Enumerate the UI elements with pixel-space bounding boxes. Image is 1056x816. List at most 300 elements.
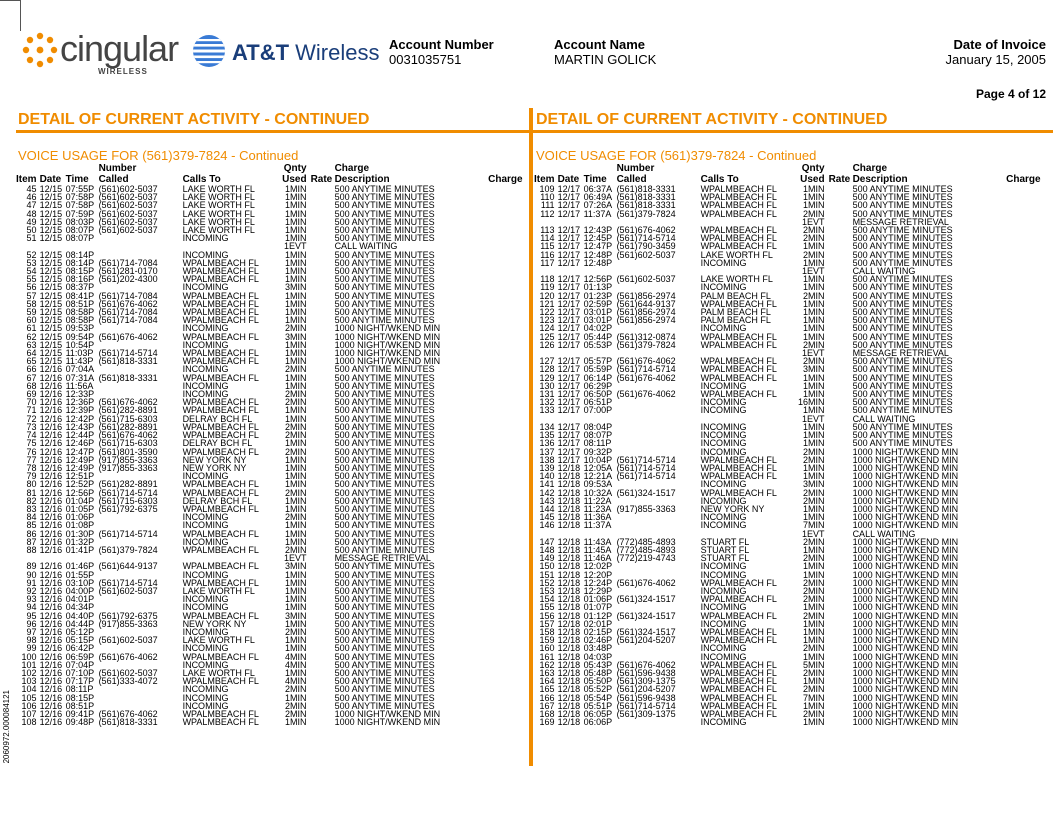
call-date: 12/16 <box>39 659 63 670</box>
charge <box>455 390 523 398</box>
charge <box>455 579 523 587</box>
description: 500 ANYTIME MINUTES <box>334 184 435 194</box>
qty-used: 1MIN <box>803 307 825 318</box>
description: 500 ANYTIME MINUTES <box>852 339 953 350</box>
account-name: MARTIN GOLICK <box>554 52 657 67</box>
charge <box>973 603 1041 611</box>
rate <box>311 374 335 382</box>
calls-to: WPALMBEACH FL <box>700 200 777 211</box>
item-number: 57 <box>26 290 37 301</box>
item-number: 88 <box>26 544 37 555</box>
description: 500 ANYTIME MINUTES <box>852 282 953 293</box>
call-date: 12/16 <box>39 544 63 555</box>
call-date: 12/16 <box>39 438 63 449</box>
charge <box>973 480 1041 488</box>
description: 500 ANYTIME MINUTES <box>334 594 435 605</box>
call-date: 12/17 <box>557 184 581 194</box>
call-time: 11:43A <box>583 536 612 547</box>
qty-used: 1MIN <box>285 717 307 728</box>
qty-used: 2MIN <box>803 585 825 596</box>
calls-to: WPALMBEACH FL <box>700 454 777 465</box>
rate <box>311 324 335 332</box>
charge <box>973 497 1041 505</box>
item-number: 158 <box>539 626 555 637</box>
call-time: 06:37A <box>583 184 613 194</box>
call-time: 02:01P <box>583 618 613 629</box>
qty-used: 2MIN <box>803 356 825 367</box>
item-number: 126 <box>539 339 555 350</box>
rate <box>311 448 335 456</box>
qty-used: 2MIN <box>285 544 307 555</box>
qty-used: 2MIN <box>803 610 825 621</box>
charge <box>455 489 523 497</box>
charge <box>455 497 523 505</box>
calls-to: NEW YORK NY <box>700 503 765 514</box>
rate <box>829 341 853 349</box>
call-time: 04:00P <box>65 585 95 596</box>
rate <box>311 628 335 636</box>
description: 500 ANYTIME MINUTES <box>334 577 435 588</box>
call-time: 01:12P <box>583 610 613 621</box>
calls-to: INCOMING <box>700 585 747 596</box>
charge <box>973 283 1041 291</box>
description: 500 ANYTIME MINUTES <box>334 635 435 646</box>
call-date: 12/18 <box>557 577 581 588</box>
charge <box>455 316 523 324</box>
description: 500 ANYTIME MINUTES <box>852 421 953 432</box>
call-time: 03:01P <box>583 307 613 318</box>
call-time: 07:04A <box>65 364 95 375</box>
item-number: 80 <box>26 479 37 490</box>
description: 500 ANYTIME MINUTES <box>334 446 435 457</box>
item-number: 66 <box>26 364 37 375</box>
call-date: 12/18 <box>557 462 581 473</box>
calls-to: WPALMBEACH FL <box>182 397 259 408</box>
item-number: 163 <box>539 667 555 678</box>
call-date: 12/17 <box>557 380 581 391</box>
description: 500 ANYTIME MINUTES <box>852 438 953 449</box>
description: 500 ANYTIME MINUTES <box>334 643 435 654</box>
item-number: 90 <box>26 569 37 580</box>
called-number: (917)855-3363 <box>98 618 158 629</box>
rate <box>829 242 853 250</box>
charge <box>455 587 523 595</box>
call-time: 11:46A <box>583 553 612 564</box>
call-date: 12/16 <box>39 495 63 506</box>
rate <box>311 521 335 529</box>
description: 500 ANYTIME MINUTES <box>334 700 435 711</box>
qty-used: 1EVT <box>284 241 307 252</box>
qty-used: 1MIN <box>285 503 307 514</box>
called-number <box>617 398 701 406</box>
call-time: 12:49P <box>65 454 95 465</box>
call-date: 12/16 <box>39 503 63 514</box>
call-date: 12/18 <box>557 569 581 580</box>
item-number: 154 <box>539 594 555 605</box>
called-number <box>99 694 183 702</box>
calls-to: INCOMING <box>700 618 747 629</box>
item-number: 142 <box>539 487 555 498</box>
description: 500 ANYTIME MINUTES <box>334 528 435 539</box>
calls-to: INCOMING <box>700 257 747 268</box>
description: 500 ANYTIME MINUTES <box>334 413 435 424</box>
description: CALL WAITING <box>852 528 916 539</box>
charge <box>455 521 523 529</box>
description: 500 ANYTIME MINUTES <box>852 257 953 268</box>
charge <box>455 333 523 341</box>
qty-used: 1MIN <box>803 282 825 293</box>
call-date: 12/16 <box>39 700 63 711</box>
call-time: 08:11P <box>583 438 612 449</box>
rate <box>829 505 853 513</box>
qty-used: 2MIN <box>285 487 307 498</box>
call-time: 05:43P <box>583 659 613 670</box>
call-time: 04:44P <box>65 618 95 629</box>
call-date: 12/17 <box>557 454 581 465</box>
called-number: (561)324-1517 <box>616 610 676 621</box>
description: 1000 NIGHT/WKEND MIN <box>852 503 959 514</box>
call-date: 12/17 <box>557 225 581 236</box>
call-time: 01:06P <box>583 594 613 605</box>
call-time: 05:44P <box>583 331 613 342</box>
charge <box>973 554 1041 562</box>
charge <box>973 718 1041 726</box>
calls-to: INCOMING <box>182 380 229 391</box>
cingular-wordmark: cingular <box>60 28 179 69</box>
item-number: 53 <box>26 257 37 268</box>
call-time: 02:15P <box>583 626 613 637</box>
col-qnty: Qnty <box>283 163 307 174</box>
item-number: 122 <box>539 307 555 318</box>
call-date: 12/18 <box>557 602 581 613</box>
rate <box>829 472 853 480</box>
calls-to: WPALMBEACH FL <box>700 635 777 646</box>
call-date: 12/18 <box>557 651 581 662</box>
item-number: 128 <box>539 364 555 375</box>
call-time: 08:37P <box>65 282 95 293</box>
charge <box>973 612 1041 620</box>
call-time: 12:36P <box>65 397 95 408</box>
rate <box>311 456 335 464</box>
qty-used: 1MIN <box>285 594 307 605</box>
item-number: 139 <box>539 462 555 473</box>
rate <box>311 308 335 316</box>
calls-to: INCOMING <box>182 684 229 695</box>
rate <box>829 267 853 275</box>
called-number: (561)676-4062 <box>616 356 676 367</box>
rate <box>829 316 853 324</box>
rate <box>829 193 853 201</box>
charge <box>455 218 523 226</box>
called-number <box>617 644 701 652</box>
item-number: 63 <box>26 339 37 350</box>
qty-used: 1MIN <box>285 216 307 227</box>
item-number: 94 <box>26 602 37 613</box>
rate <box>829 201 853 209</box>
call-date: 12/18 <box>557 471 581 482</box>
qty-used: 1MIN <box>285 208 307 219</box>
rate <box>829 464 853 472</box>
qty-used: 7MIN <box>803 520 825 531</box>
rate <box>829 218 853 226</box>
item-number: 92 <box>26 585 37 596</box>
left-column <box>16 111 535 726</box>
invoice-date-block <box>946 37 1046 67</box>
charge <box>455 201 523 209</box>
calls-to: INCOMING <box>182 520 229 531</box>
qty-used: 1MIN <box>803 512 825 523</box>
call-time: 12:05A <box>583 462 613 473</box>
called-number: (561)676-4062 <box>616 389 676 400</box>
called-number: (561)644-9137 <box>98 561 158 572</box>
call-date: 12/16 <box>39 405 63 416</box>
call-date: 12/18 <box>557 561 581 572</box>
description: 1000 NIGHT/WKEND MIN <box>852 585 959 596</box>
calls-to: LAKE WORTH FL <box>700 274 773 285</box>
qty-used: 2MIN <box>803 709 825 719</box>
call-time: 11:37A <box>583 208 612 219</box>
qty-used: 3MIN <box>803 364 825 375</box>
call-date: 12/17 <box>557 257 581 268</box>
call-date: 12/17 <box>557 290 581 301</box>
qty-used: 2MIN <box>803 667 825 678</box>
col-charge-top: Charge <box>334 163 370 174</box>
called-number: (561)309-1375 <box>616 709 676 719</box>
call-time: 01:08P <box>65 520 95 531</box>
call-time: 09:54P <box>65 331 95 342</box>
call-time: 08:14P <box>65 249 95 260</box>
called-number: (561)715-6303 <box>98 495 158 506</box>
rate <box>311 612 335 620</box>
call-date: 12/16 <box>39 594 63 605</box>
calls-to: INCOMING <box>182 700 229 711</box>
description: 1000 NIGHT/WKEND MIN <box>852 717 959 728</box>
called-number <box>617 406 701 414</box>
charge <box>455 292 523 300</box>
sub-title: VOICE USAGE FOR (561)379-7824 - Continued <box>18 148 299 163</box>
description: 500 ANYTIME MINUTES <box>334 561 435 572</box>
rate <box>311 423 335 431</box>
charge <box>973 251 1041 259</box>
call-date: 12/17 <box>557 208 581 219</box>
item-number: 162 <box>539 659 555 670</box>
called-number: (917)855-3363 <box>98 454 158 465</box>
called-number: (561)818-3331 <box>98 717 158 728</box>
rate <box>829 628 853 636</box>
call-date: 12/17 <box>557 364 581 375</box>
description: 500 ANYTIME MINUTES <box>334 618 435 629</box>
called-number: (561)714-7084 <box>98 315 158 326</box>
rate <box>829 448 853 456</box>
call-time: 07:26A <box>583 200 613 211</box>
call-time: 08:07P <box>65 233 95 244</box>
charge <box>455 324 523 332</box>
qty-used: 2MIN <box>285 446 307 457</box>
qty-used: 1MIN <box>285 372 307 383</box>
rate <box>829 398 853 406</box>
description: 500 ANYTIME MINUTES <box>334 216 435 227</box>
item-number: 67 <box>26 372 37 383</box>
called-number: (561)282-8891 <box>98 421 158 432</box>
item-number: 107 <box>21 709 37 719</box>
charge <box>455 374 523 382</box>
description: 500 ANYTIME MINUTES <box>852 364 953 375</box>
calls-to: PALM BEACH FL <box>700 290 771 301</box>
call-time: 04:02P <box>583 323 613 334</box>
description: MESSAGE RETRIEVAL <box>852 348 949 359</box>
charge <box>973 579 1041 587</box>
charge <box>455 513 523 521</box>
description: 500 ANYTIME MINUTES <box>334 471 435 482</box>
right-column <box>534 111 1053 726</box>
item-number: 165 <box>539 684 555 695</box>
item-number: 93 <box>26 594 37 605</box>
call-date: 12/18 <box>557 667 581 678</box>
qty-used: 2MIN <box>803 233 825 244</box>
rate <box>829 374 853 382</box>
charge <box>973 259 1041 267</box>
calls-to: WPALMBEACH FL <box>182 528 259 539</box>
rate <box>829 357 853 365</box>
call-time: 07:59P <box>65 208 95 219</box>
calls-to: INCOMING <box>182 692 229 703</box>
qty-used: 1MIN <box>285 192 307 203</box>
called-number: (561)281-0170 <box>98 266 158 277</box>
description: 500 ANYTIME MINUTES <box>334 430 435 441</box>
description: 500 ANYTIME MINUTES <box>852 233 953 244</box>
calls-to: INCOMING <box>700 397 747 408</box>
table-row <box>16 234 523 242</box>
qty-used: 4MIN <box>285 651 307 662</box>
call-time: 04:34P <box>65 602 95 613</box>
item-number: 47 <box>26 200 37 211</box>
qty-used: 2MIN <box>285 389 307 400</box>
qty-used: 1MIN <box>803 192 825 203</box>
called-number: (561)714-5714 <box>616 462 676 473</box>
description: 500 ANYTIME MINUTES <box>334 421 435 432</box>
called-number: (561)333-4072 <box>98 676 158 687</box>
calls-to: WPALMBEACH FL <box>182 610 259 621</box>
col-description: Description <box>852 174 908 185</box>
call-time: 08:03P <box>65 216 95 227</box>
call-date: 12/18 <box>557 618 581 629</box>
qty-used: 1MIN <box>285 528 307 539</box>
description: 500 ANYTIME MINUTES <box>852 274 953 285</box>
rate <box>829 226 853 234</box>
qty-used: 2MIN <box>803 643 825 654</box>
qty-used: 1MIN <box>285 249 307 260</box>
calls-to: INCOMING <box>182 233 229 244</box>
calls-to: INCOMING <box>182 339 229 350</box>
calls-to: INCOMING <box>700 520 747 531</box>
description: 1000 NIGHT/WKEND MIN <box>852 676 959 687</box>
called-number: (561)714-5714 <box>616 233 676 244</box>
qty-used: 1MIN <box>285 585 307 596</box>
charge <box>973 292 1041 300</box>
description: 500 ANYTIME MINUTES <box>852 405 953 416</box>
call-date: 12/16 <box>39 635 63 646</box>
charge <box>455 661 523 669</box>
qty-used: 2MIN <box>285 626 307 637</box>
qty-used: 2MIN <box>803 249 825 260</box>
item-number: 84 <box>26 512 37 523</box>
call-time: 05:59P <box>583 364 613 375</box>
item-number: 46 <box>26 192 37 203</box>
rate <box>829 718 853 726</box>
rate <box>829 562 853 570</box>
call-time: 08:58P <box>65 307 95 318</box>
calls-to: DELRAY BCH FL <box>182 495 253 506</box>
charge <box>455 653 523 661</box>
calls-to: WPALMBEACH FL <box>700 331 777 342</box>
called-number <box>617 431 701 439</box>
charge <box>973 374 1041 382</box>
description: 500 ANYTIME MINUTES <box>334 315 435 326</box>
item-number: 110 <box>540 192 555 203</box>
call-time: 12:39P <box>65 405 95 416</box>
called-number: (561)202-4300 <box>98 274 158 285</box>
rate <box>311 226 335 234</box>
call-time: 12:42P <box>65 413 95 424</box>
item-number: 136 <box>539 438 555 449</box>
description: 500 ANYTIME MINUTES <box>334 380 435 391</box>
item-number: 100 <box>21 651 37 662</box>
activity-table-left <box>16 163 523 726</box>
called-number: (917)855-3363 <box>98 462 158 473</box>
call-date: 12/16 <box>39 512 63 523</box>
called-number <box>99 234 183 242</box>
rate <box>311 587 335 595</box>
calls-to: WPALMBEACH FL <box>700 626 777 637</box>
call-date: 12/17 <box>557 200 581 211</box>
charge <box>973 472 1041 480</box>
description: 1000 NIGHT/WKEND MIN <box>852 643 959 654</box>
charge <box>455 448 523 456</box>
description: 1000 NIGHT/WKEND MIN <box>852 544 959 555</box>
item-number: 148 <box>539 544 555 555</box>
call-time: 11:37A <box>583 520 612 531</box>
calls-to: INCOMING <box>182 364 229 375</box>
charge <box>973 562 1041 570</box>
rate <box>311 283 335 291</box>
table-row <box>534 521 1041 529</box>
rate <box>829 538 853 546</box>
call-time: 08:58P <box>65 315 95 326</box>
calls-to: INCOMING <box>700 421 747 432</box>
qty-used: 2MIN <box>803 208 825 219</box>
charge <box>973 415 1041 423</box>
charge <box>973 456 1041 464</box>
rate <box>311 185 335 193</box>
call-time: 08:07P <box>583 430 613 441</box>
rate <box>829 694 853 702</box>
call-time: 04:40P <box>65 610 95 621</box>
call-time: 01:46P <box>65 561 95 572</box>
qty-used: 1MIN <box>803 569 825 580</box>
charge <box>973 595 1041 603</box>
charge <box>455 267 523 275</box>
calls-to: WPALMBEACH FL <box>182 717 259 728</box>
qty-used: 2MIN <box>803 536 825 547</box>
qty-used: 1MIN <box>803 389 825 400</box>
rate <box>311 415 335 423</box>
qty-used: 1MIN <box>285 233 307 244</box>
col-date: Date <box>39 174 62 185</box>
table-row <box>534 210 1041 218</box>
call-date: 12/17 <box>557 307 581 318</box>
call-time: 07:58P <box>65 200 95 211</box>
call-time: 08:11P <box>65 684 94 695</box>
